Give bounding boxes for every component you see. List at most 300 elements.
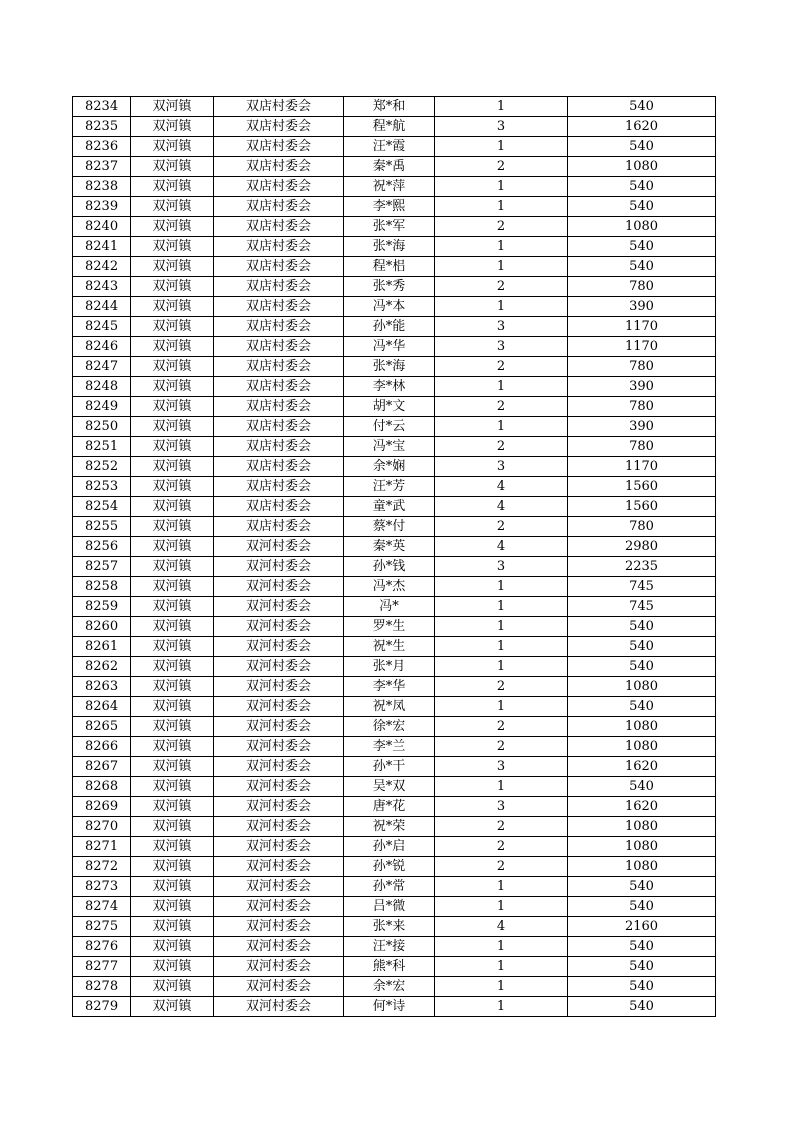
village-committee-cell: 双店村委会 <box>214 137 344 157</box>
name-cell: 汪*接 <box>344 937 435 957</box>
household-count-cell: 1 <box>435 937 568 957</box>
household-count-cell: 1 <box>435 97 568 117</box>
table-row <box>73 257 716 277</box>
name-cell: 孙*能 <box>344 317 435 337</box>
household-count-cell: 1 <box>435 697 568 717</box>
name-cell: 唐*花 <box>344 797 435 817</box>
name-cell: 张*秀 <box>344 277 435 297</box>
household-count-cell: 1 <box>435 417 568 437</box>
table-row <box>73 717 716 737</box>
amount-cell: 780 <box>568 357 716 377</box>
village-committee-cell: 双河村委会 <box>214 697 344 717</box>
table-row <box>73 357 716 377</box>
name-cell: 程*航 <box>344 117 435 137</box>
household-count-cell: 1 <box>435 597 568 617</box>
household-count-cell: 1 <box>435 257 568 277</box>
amount-cell: 540 <box>568 957 716 977</box>
village-committee-cell: 双河村委会 <box>214 757 344 777</box>
name-cell: 郑*和 <box>344 97 435 117</box>
table-row <box>73 437 716 457</box>
village-committee-cell: 双河村委会 <box>214 737 344 757</box>
row-number-cell: 8258 <box>73 577 131 597</box>
row-number-cell: 8271 <box>73 837 131 857</box>
amount-cell: 540 <box>568 937 716 957</box>
name-cell: 冯* <box>344 597 435 617</box>
amount-cell: 1620 <box>568 117 716 137</box>
row-number-cell: 8242 <box>73 257 131 277</box>
name-cell: 张*军 <box>344 217 435 237</box>
village-committee-cell: 双店村委会 <box>214 437 344 457</box>
name-cell: 余*宏 <box>344 977 435 997</box>
town-cell: 双河镇 <box>131 117 214 137</box>
table-row <box>73 637 716 657</box>
amount-cell: 2235 <box>568 557 716 577</box>
town-cell: 双河镇 <box>131 797 214 817</box>
household-count-cell: 2 <box>435 737 568 757</box>
household-count-cell: 3 <box>435 117 568 137</box>
town-cell: 双河镇 <box>131 737 214 757</box>
village-committee-cell: 双店村委会 <box>214 97 344 117</box>
name-cell: 张*海 <box>344 357 435 377</box>
name-cell: 李*林 <box>344 377 435 397</box>
table-row <box>73 457 716 477</box>
name-cell: 余*娴 <box>344 457 435 477</box>
table-row <box>73 157 716 177</box>
name-cell: 付*云 <box>344 417 435 437</box>
town-cell: 双河镇 <box>131 657 214 677</box>
town-cell: 双河镇 <box>131 457 214 477</box>
table-row <box>73 97 716 117</box>
row-number-cell: 8256 <box>73 537 131 557</box>
town-cell: 双河镇 <box>131 917 214 937</box>
household-count-cell: 1 <box>435 977 568 997</box>
row-number-cell: 8234 <box>73 97 131 117</box>
row-number-cell: 8238 <box>73 177 131 197</box>
household-count-cell: 3 <box>435 557 568 577</box>
town-cell: 双河镇 <box>131 757 214 777</box>
table-row <box>73 917 716 937</box>
row-number-cell: 8273 <box>73 877 131 897</box>
name-cell: 孙*干 <box>344 757 435 777</box>
table-row <box>73 617 716 637</box>
town-cell: 双河镇 <box>131 537 214 557</box>
row-number-cell: 8240 <box>73 217 131 237</box>
row-number-cell: 8277 <box>73 957 131 977</box>
town-cell: 双河镇 <box>131 837 214 857</box>
town-cell: 双河镇 <box>131 397 214 417</box>
village-committee-cell: 双河村委会 <box>214 717 344 737</box>
town-cell: 双河镇 <box>131 437 214 457</box>
amount-cell: 1080 <box>568 857 716 877</box>
name-cell: 熊*科 <box>344 957 435 977</box>
household-count-cell: 2 <box>435 837 568 857</box>
row-number-cell: 8255 <box>73 517 131 537</box>
name-cell: 蔡*付 <box>344 517 435 537</box>
name-cell: 冯*华 <box>344 337 435 357</box>
village-committee-cell: 双河村委会 <box>214 777 344 797</box>
amount-cell: 1620 <box>568 797 716 817</box>
amount-cell: 1170 <box>568 337 716 357</box>
table-row <box>73 517 716 537</box>
town-cell: 双河镇 <box>131 237 214 257</box>
row-number-cell: 8250 <box>73 417 131 437</box>
household-count-cell: 2 <box>435 717 568 737</box>
name-cell: 孙*启 <box>344 837 435 857</box>
name-cell: 吕*微 <box>344 897 435 917</box>
household-count-cell: 1 <box>435 617 568 637</box>
town-cell: 双河镇 <box>131 137 214 157</box>
village-committee-cell: 双店村委会 <box>214 197 344 217</box>
name-cell: 冯*杰 <box>344 577 435 597</box>
row-number-cell: 8245 <box>73 317 131 337</box>
row-number-cell: 8241 <box>73 237 131 257</box>
table-row <box>73 277 716 297</box>
row-number-cell: 8264 <box>73 697 131 717</box>
name-cell: 孙*常 <box>344 877 435 897</box>
household-count-cell: 1 <box>435 577 568 597</box>
row-number-cell: 8251 <box>73 437 131 457</box>
village-committee-cell: 双河村委会 <box>214 657 344 677</box>
household-count-cell: 2 <box>435 397 568 417</box>
village-committee-cell: 双店村委会 <box>214 297 344 317</box>
household-count-cell: 3 <box>435 757 568 777</box>
household-count-cell: 1 <box>435 137 568 157</box>
row-number-cell: 8257 <box>73 557 131 577</box>
amount-cell: 390 <box>568 377 716 397</box>
table-row <box>73 597 716 617</box>
row-number-cell: 8243 <box>73 277 131 297</box>
town-cell: 双河镇 <box>131 677 214 697</box>
town-cell: 双河镇 <box>131 717 214 737</box>
table-row <box>73 197 716 217</box>
amount-cell: 1560 <box>568 497 716 517</box>
town-cell: 双河镇 <box>131 817 214 837</box>
town-cell: 双河镇 <box>131 277 214 297</box>
town-cell: 双河镇 <box>131 637 214 657</box>
town-cell: 双河镇 <box>131 157 214 177</box>
town-cell: 双河镇 <box>131 497 214 517</box>
table-row <box>73 737 716 757</box>
row-number-cell: 8278 <box>73 977 131 997</box>
amount-cell: 1620 <box>568 757 716 777</box>
amount-cell: 2980 <box>568 537 716 557</box>
town-cell: 双河镇 <box>131 257 214 277</box>
village-committee-cell: 双河村委会 <box>214 677 344 697</box>
village-committee-cell: 双河村委会 <box>214 637 344 657</box>
table-row <box>73 897 716 917</box>
household-count-cell: 4 <box>435 537 568 557</box>
table-row <box>73 877 716 897</box>
town-cell: 双河镇 <box>131 377 214 397</box>
amount-cell: 540 <box>568 897 716 917</box>
household-count-cell: 1 <box>435 877 568 897</box>
table-row <box>73 997 716 1017</box>
amount-cell: 780 <box>568 437 716 457</box>
village-committee-cell: 双店村委会 <box>214 497 344 517</box>
name-cell: 张*月 <box>344 657 435 677</box>
amount-cell: 390 <box>568 417 716 437</box>
village-committee-cell: 双河村委会 <box>214 937 344 957</box>
name-cell: 李*兰 <box>344 737 435 757</box>
town-cell: 双河镇 <box>131 317 214 337</box>
town-cell: 双河镇 <box>131 177 214 197</box>
table-row <box>73 397 716 417</box>
household-count-cell: 1 <box>435 957 568 977</box>
household-count-cell: 4 <box>435 477 568 497</box>
household-count-cell: 3 <box>435 457 568 477</box>
town-cell: 双河镇 <box>131 877 214 897</box>
row-number-cell: 8267 <box>73 757 131 777</box>
amount-cell: 780 <box>568 517 716 537</box>
amount-cell: 540 <box>568 637 716 657</box>
town-cell: 双河镇 <box>131 417 214 437</box>
data-table <box>72 96 716 1017</box>
amount-cell: 540 <box>568 177 716 197</box>
village-committee-cell: 双店村委会 <box>214 517 344 537</box>
town-cell: 双河镇 <box>131 937 214 957</box>
amount-cell: 2160 <box>568 917 716 937</box>
name-cell: 程*梠 <box>344 257 435 277</box>
row-number-cell: 8244 <box>73 297 131 317</box>
household-count-cell: 2 <box>435 857 568 877</box>
table-row <box>73 297 716 317</box>
table-row <box>73 777 716 797</box>
town-cell: 双河镇 <box>131 777 214 797</box>
row-number-cell: 8261 <box>73 637 131 657</box>
row-number-cell: 8249 <box>73 397 131 417</box>
table-row <box>73 657 716 677</box>
amount-cell: 540 <box>568 97 716 117</box>
village-committee-cell: 双河村委会 <box>214 617 344 637</box>
name-cell: 李*华 <box>344 677 435 697</box>
row-number-cell: 8270 <box>73 817 131 837</box>
household-count-cell: 1 <box>435 197 568 217</box>
table-row <box>73 577 716 597</box>
village-committee-cell: 双河村委会 <box>214 917 344 937</box>
village-committee-cell: 双店村委会 <box>214 377 344 397</box>
town-cell: 双河镇 <box>131 297 214 317</box>
row-number-cell: 8237 <box>73 157 131 177</box>
table-row <box>73 677 716 697</box>
table-row <box>73 477 716 497</box>
table-row <box>73 497 716 517</box>
row-number-cell: 8262 <box>73 657 131 677</box>
town-cell: 双河镇 <box>131 97 214 117</box>
amount-cell: 540 <box>568 617 716 637</box>
name-cell: 孙*锐 <box>344 857 435 877</box>
row-number-cell: 8263 <box>73 677 131 697</box>
row-number-cell: 8235 <box>73 117 131 137</box>
amount-cell: 390 <box>568 297 716 317</box>
village-committee-cell: 双店村委会 <box>214 117 344 137</box>
village-committee-cell: 双河村委会 <box>214 597 344 617</box>
name-cell: 冯*宝 <box>344 437 435 457</box>
table-row <box>73 957 716 977</box>
table-row <box>73 317 716 337</box>
town-cell: 双河镇 <box>131 197 214 217</box>
village-committee-cell: 双河村委会 <box>214 957 344 977</box>
town-cell: 双河镇 <box>131 857 214 877</box>
row-number-cell: 8279 <box>73 997 131 1017</box>
row-number-cell: 8260 <box>73 617 131 637</box>
row-number-cell: 8266 <box>73 737 131 757</box>
name-cell: 李*熙 <box>344 197 435 217</box>
row-number-cell: 8275 <box>73 917 131 937</box>
amount-cell: 540 <box>568 877 716 897</box>
town-cell: 双河镇 <box>131 357 214 377</box>
village-committee-cell: 双店村委会 <box>214 277 344 297</box>
table-row <box>73 857 716 877</box>
table-row <box>73 937 716 957</box>
table-row <box>73 217 716 237</box>
name-cell: 何*诗 <box>344 997 435 1017</box>
village-committee-cell: 双河村委会 <box>214 877 344 897</box>
table-row <box>73 697 716 717</box>
household-count-cell: 1 <box>435 377 568 397</box>
name-cell: 祝*凤 <box>344 697 435 717</box>
household-count-cell: 1 <box>435 237 568 257</box>
town-cell: 双河镇 <box>131 577 214 597</box>
amount-cell: 745 <box>568 597 716 617</box>
table-row <box>73 117 716 137</box>
village-committee-cell: 双店村委会 <box>214 217 344 237</box>
village-committee-cell: 双河村委会 <box>214 817 344 837</box>
village-committee-cell: 双店村委会 <box>214 417 344 437</box>
table-row <box>73 757 716 777</box>
name-cell: 童*武 <box>344 497 435 517</box>
table-row <box>73 537 716 557</box>
row-number-cell: 8269 <box>73 797 131 817</box>
table-row <box>73 237 716 257</box>
village-committee-cell: 双店村委会 <box>214 157 344 177</box>
village-committee-cell: 双店村委会 <box>214 477 344 497</box>
amount-cell: 540 <box>568 137 716 157</box>
village-committee-cell: 双河村委会 <box>214 837 344 857</box>
amount-cell: 540 <box>568 257 716 277</box>
amount-cell: 780 <box>568 277 716 297</box>
town-cell: 双河镇 <box>131 977 214 997</box>
amount-cell: 1170 <box>568 317 716 337</box>
amount-cell: 1080 <box>568 817 716 837</box>
table-row <box>73 797 716 817</box>
town-cell: 双河镇 <box>131 997 214 1017</box>
village-committee-cell: 双河村委会 <box>214 857 344 877</box>
household-count-cell: 1 <box>435 637 568 657</box>
row-number-cell: 8252 <box>73 457 131 477</box>
name-cell: 汪*芳 <box>344 477 435 497</box>
table-row <box>73 557 716 577</box>
village-committee-cell: 双店村委会 <box>214 337 344 357</box>
village-committee-cell: 双店村委会 <box>214 397 344 417</box>
household-count-cell: 1 <box>435 897 568 917</box>
household-count-cell: 1 <box>435 777 568 797</box>
household-count-cell: 3 <box>435 797 568 817</box>
town-cell: 双河镇 <box>131 957 214 977</box>
village-committee-cell: 双河村委会 <box>214 997 344 1017</box>
name-cell: 张*来 <box>344 917 435 937</box>
village-committee-cell: 双河村委会 <box>214 977 344 997</box>
village-committee-cell: 双店村委会 <box>214 257 344 277</box>
household-count-cell: 1 <box>435 657 568 677</box>
name-cell: 秦*英 <box>344 537 435 557</box>
amount-cell: 1080 <box>568 677 716 697</box>
row-number-cell: 8239 <box>73 197 131 217</box>
village-committee-cell: 双店村委会 <box>214 457 344 477</box>
amount-cell: 540 <box>568 777 716 797</box>
town-cell: 双河镇 <box>131 517 214 537</box>
household-count-cell: 4 <box>435 497 568 517</box>
household-count-cell: 3 <box>435 317 568 337</box>
amount-cell: 745 <box>568 577 716 597</box>
name-cell: 祝*生 <box>344 637 435 657</box>
row-number-cell: 8253 <box>73 477 131 497</box>
village-committee-cell: 双河村委会 <box>214 797 344 817</box>
table-body <box>73 97 716 1017</box>
village-committee-cell: 双店村委会 <box>214 177 344 197</box>
town-cell: 双河镇 <box>131 897 214 917</box>
table-row <box>73 817 716 837</box>
village-committee-cell: 双河村委会 <box>214 577 344 597</box>
town-cell: 双河镇 <box>131 337 214 357</box>
name-cell: 汪*霞 <box>344 137 435 157</box>
village-committee-cell: 双店村委会 <box>214 237 344 257</box>
amount-cell: 540 <box>568 237 716 257</box>
amount-cell: 540 <box>568 977 716 997</box>
village-committee-cell: 双河村委会 <box>214 897 344 917</box>
row-number-cell: 8276 <box>73 937 131 957</box>
row-number-cell: 8247 <box>73 357 131 377</box>
household-count-cell: 1 <box>435 177 568 197</box>
table-row <box>73 417 716 437</box>
village-committee-cell: 双河村委会 <box>214 557 344 577</box>
row-number-cell: 8265 <box>73 717 131 737</box>
row-number-cell: 8246 <box>73 337 131 357</box>
town-cell: 双河镇 <box>131 217 214 237</box>
household-count-cell: 1 <box>435 997 568 1017</box>
name-cell: 张*海 <box>344 237 435 257</box>
amount-cell: 540 <box>568 997 716 1017</box>
household-count-cell: 2 <box>435 277 568 297</box>
household-count-cell: 2 <box>435 437 568 457</box>
name-cell: 吴*双 <box>344 777 435 797</box>
row-number-cell: 8268 <box>73 777 131 797</box>
table-row <box>73 337 716 357</box>
amount-cell: 540 <box>568 197 716 217</box>
village-committee-cell: 双店村委会 <box>214 317 344 337</box>
name-cell: 祝*萍 <box>344 177 435 197</box>
table-row <box>73 977 716 997</box>
household-count-cell: 2 <box>435 817 568 837</box>
household-count-cell: 2 <box>435 217 568 237</box>
village-committee-cell: 双店村委会 <box>214 357 344 377</box>
name-cell: 罗*生 <box>344 617 435 637</box>
name-cell: 徐*宏 <box>344 717 435 737</box>
name-cell: 胡*文 <box>344 397 435 417</box>
town-cell: 双河镇 <box>131 477 214 497</box>
town-cell: 双河镇 <box>131 697 214 717</box>
row-number-cell: 8272 <box>73 857 131 877</box>
amount-cell: 540 <box>568 697 716 717</box>
amount-cell: 1560 <box>568 477 716 497</box>
household-count-cell: 2 <box>435 517 568 537</box>
table-row <box>73 377 716 397</box>
town-cell: 双河镇 <box>131 557 214 577</box>
table-row <box>73 137 716 157</box>
name-cell: 秦*禹 <box>344 157 435 177</box>
table-row <box>73 837 716 857</box>
row-number-cell: 8274 <box>73 897 131 917</box>
row-number-cell: 8248 <box>73 377 131 397</box>
